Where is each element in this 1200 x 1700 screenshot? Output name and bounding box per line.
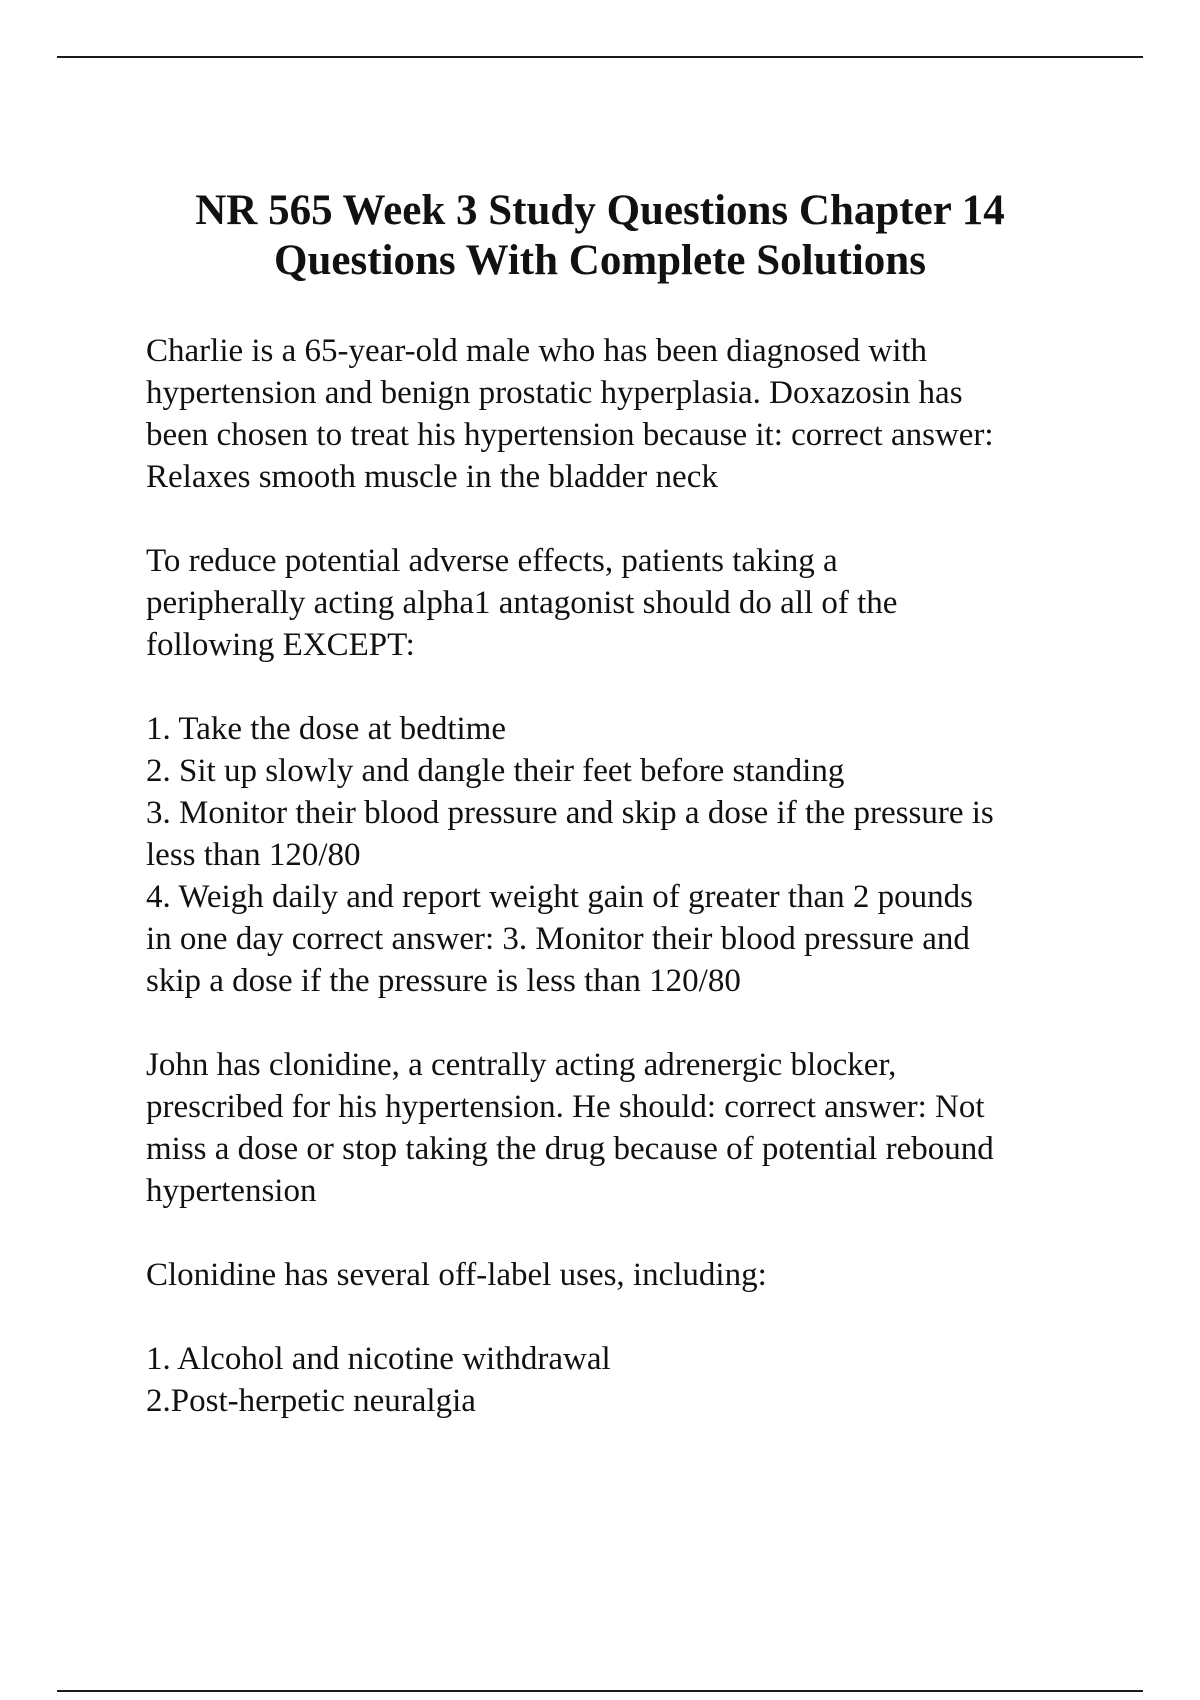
- footer-rule: [57, 1690, 1143, 1692]
- option-line: 1. Take the dose at bedtime: [146, 711, 506, 747]
- text-line: hypertension and benign prostatic hyperplasia. Doxazosin has: [146, 375, 963, 411]
- paragraph-gap: [146, 498, 1096, 540]
- question-4-options: [146, 1338, 1096, 1422]
- text-line: following EXCEPT:: [146, 627, 415, 663]
- option-line: 4. Weigh daily and report weight gain of greater than 2 pounds: [146, 879, 974, 915]
- paragraph-gap: [146, 1002, 1096, 1044]
- question-4: [146, 1254, 1096, 1296]
- text-line: Clonidine has several off-label uses, including:: [146, 1257, 767, 1293]
- option-line: 1. Alcohol and nicotine withdrawal: [146, 1341, 611, 1377]
- text-line: been chosen to treat his hypertension because it: correct answer:: [146, 417, 994, 453]
- question-2-options: [146, 708, 1096, 1002]
- paragraph-gap: [146, 1296, 1096, 1338]
- page-title: [0, 186, 1200, 286]
- option-line: skip a dose if the pressure is less than 120/80: [146, 963, 741, 999]
- title-line: NR 565 Week 3 Study Questions Chapter 14: [195, 187, 1005, 234]
- option-line: in one day correct answer: 3. Monitor their blood pressure and: [146, 921, 970, 957]
- document-body: [146, 330, 1096, 1422]
- paragraph-gap: [146, 666, 1096, 708]
- question-3: [146, 1044, 1096, 1212]
- text-line: To reduce potential adverse effects, patients taking a: [146, 543, 838, 579]
- text-line: Charlie is a 65-year-old male who has been diagnosed with: [146, 333, 928, 369]
- paragraph-gap: [146, 1212, 1096, 1254]
- option-line: 2. Sit up slowly and dangle their feet before standing: [146, 753, 845, 789]
- question-2: [146, 540, 1096, 666]
- option-line: 2.Post-herpetic neuralgia: [146, 1383, 476, 1419]
- header-rule: [57, 56, 1143, 58]
- option-line: less than 120/80: [146, 837, 361, 873]
- text-line: peripherally acting alpha1 antagonist should do all of the: [146, 585, 898, 621]
- text-line: Relaxes smooth muscle in the bladder neck: [146, 459, 718, 495]
- question-1: [146, 330, 1096, 498]
- text-line: miss a dose or stop taking the drug because of potential rebound: [146, 1131, 994, 1167]
- text-line: prescribed for his hypertension. He should: correct answer: Not: [146, 1089, 985, 1125]
- text-line: hypertension: [146, 1173, 317, 1209]
- title-line: Questions With Complete Solutions: [274, 237, 926, 284]
- text-line: John has clonidine, a centrally acting adrenergic blocker,: [146, 1047, 897, 1083]
- option-line: 3. Monitor their blood pressure and skip a dose if the pressure is: [146, 795, 994, 831]
